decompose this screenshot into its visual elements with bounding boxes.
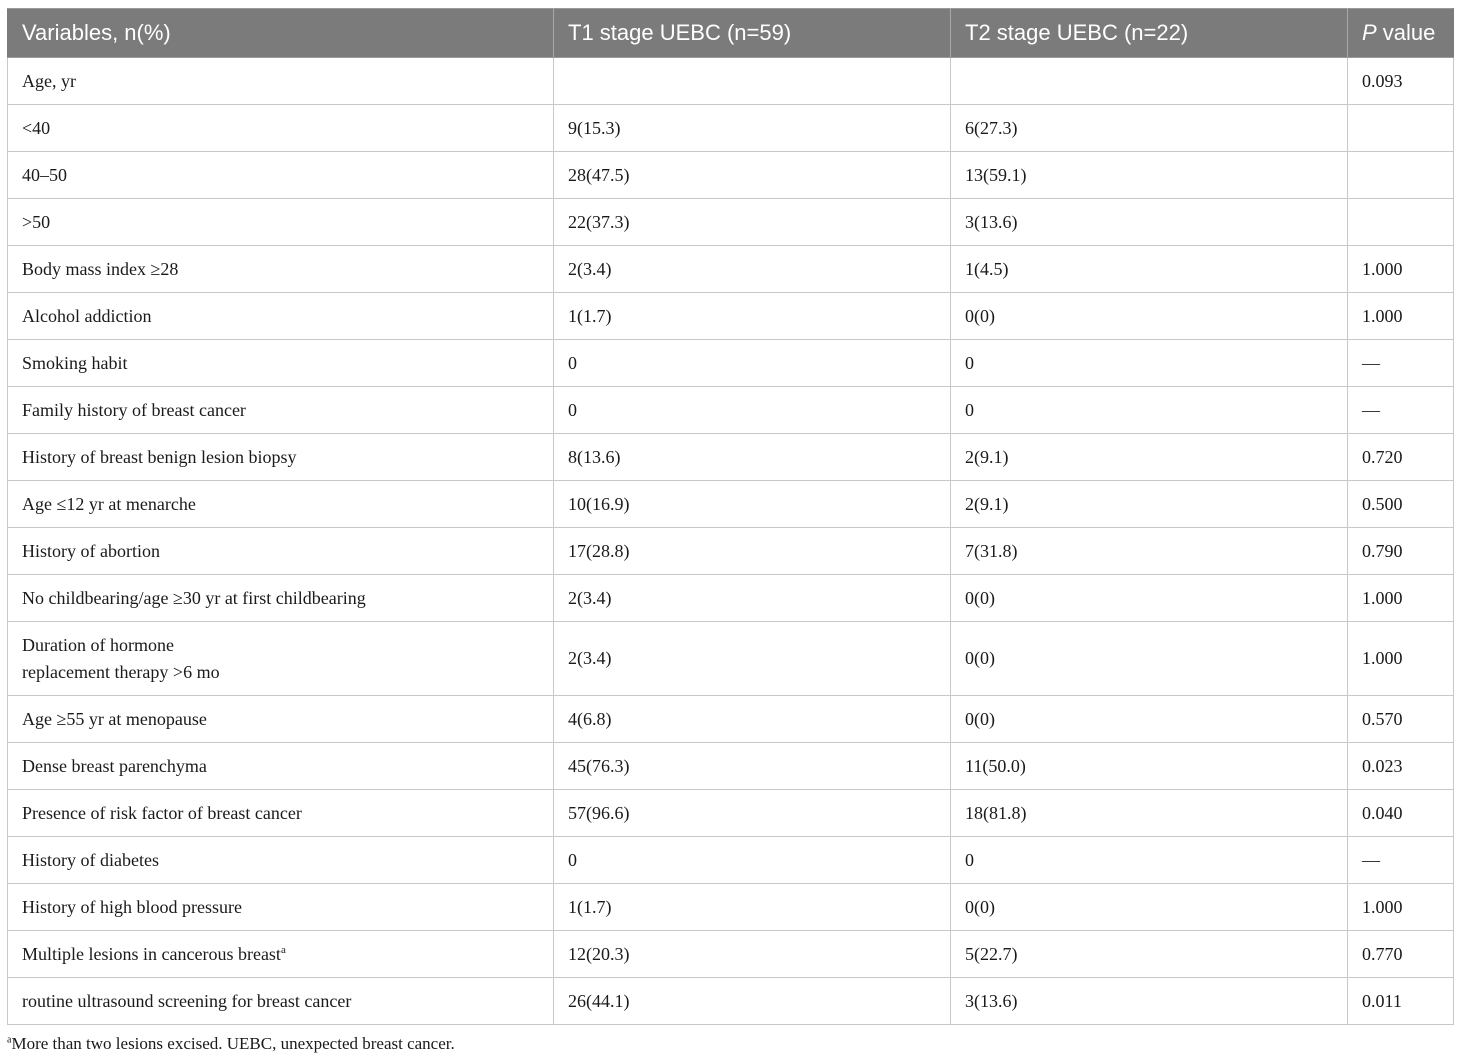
t1-cell: 2(3.4) <box>554 622 951 696</box>
p-value-cell: — <box>1348 837 1454 884</box>
variable-cell: Family history of breast cancer <box>8 387 554 434</box>
t1-cell: 1(1.7) <box>554 884 951 931</box>
t2-cell: 2(9.1) <box>951 481 1348 528</box>
t2-cell: 0 <box>951 340 1348 387</box>
table-row <box>8 481 1454 528</box>
t2-cell: 5(22.7) <box>951 931 1348 978</box>
t1-cell: 22(37.3) <box>554 199 951 246</box>
variable-cell <box>8 931 554 978</box>
variable-cell <box>8 622 554 696</box>
table-row <box>8 931 1454 978</box>
table-row <box>8 105 1454 152</box>
table-row <box>8 696 1454 743</box>
t2-cell: 1(4.5) <box>951 246 1348 293</box>
variable-cell: Presence of risk factor of breast cancer <box>8 790 554 837</box>
table-footnote <box>7 1034 455 1054</box>
table-row <box>8 58 1454 105</box>
p-value-cell: 1.000 <box>1348 622 1454 696</box>
header-t2: T2 stage UEBC (n=22) <box>951 9 1348 58</box>
variable-cell: >50 <box>8 199 554 246</box>
header-row <box>8 9 1454 58</box>
t1-cell: 2(3.4) <box>554 246 951 293</box>
variable-line-1: Duration of hormone <box>22 634 174 655</box>
header-variables: Variables, n(%) <box>8 9 554 58</box>
table-row <box>8 790 1454 837</box>
t2-cell <box>951 58 1348 105</box>
table-header <box>8 9 1454 58</box>
t2-cell: 0(0) <box>951 575 1348 622</box>
t1-cell: 0 <box>554 340 951 387</box>
header-p-italic: P <box>1362 20 1377 45</box>
variable-cell: No childbearing/age ≥30 yr at first childbearing <box>8 575 554 622</box>
table-row <box>8 246 1454 293</box>
t1-cell: 45(76.3) <box>554 743 951 790</box>
table-row <box>8 340 1454 387</box>
table-row <box>8 978 1454 1025</box>
t1-cell: 17(28.8) <box>554 528 951 575</box>
p-value-cell: 1.000 <box>1348 293 1454 340</box>
p-value-cell: 0.500 <box>1348 481 1454 528</box>
variable-cell: History of high blood pressure <box>8 884 554 931</box>
t1-cell: 0 <box>554 837 951 884</box>
variable-cell: History of diabetes <box>8 837 554 884</box>
header-t1: T1 stage UEBC (n=59) <box>554 9 951 58</box>
variable-cell: routine ultrasound screening for breast cancer <box>8 978 554 1025</box>
t2-cell: 0(0) <box>951 696 1348 743</box>
t2-cell: 7(31.8) <box>951 528 1348 575</box>
t2-cell: 0(0) <box>951 884 1348 931</box>
t2-cell: 13(59.1) <box>951 152 1348 199</box>
table-row <box>8 293 1454 340</box>
variable-cell: History of breast benign lesion biopsy <box>8 434 554 481</box>
t2-cell: 3(13.6) <box>951 978 1348 1025</box>
p-value-cell: 1.000 <box>1348 884 1454 931</box>
variable-cell: History of abortion <box>8 528 554 575</box>
t1-cell: 57(96.6) <box>554 790 951 837</box>
results-table <box>7 8 1454 1025</box>
variable-line-2: replacement therapy >6 mo <box>22 661 220 682</box>
p-value-cell: — <box>1348 340 1454 387</box>
t1-cell: 1(1.7) <box>554 293 951 340</box>
t2-cell: 0 <box>951 837 1348 884</box>
variable-cell: Age, yr <box>8 58 554 105</box>
p-value-cell: 0.023 <box>1348 743 1454 790</box>
t2-cell: 2(9.1) <box>951 434 1348 481</box>
table-row <box>8 743 1454 790</box>
p-value-cell <box>1348 152 1454 199</box>
p-value-cell: 0.570 <box>1348 696 1454 743</box>
t1-cell: 4(6.8) <box>554 696 951 743</box>
table-row <box>8 528 1454 575</box>
variable-text: Multiple lesions in cancerous breast <box>22 943 281 964</box>
footnote-text: More than two lesions excised. UEBC, unexpected breast cancer. <box>11 1034 455 1053</box>
variable-cell: Age ≥55 yr at menopause <box>8 696 554 743</box>
p-value-cell: — <box>1348 387 1454 434</box>
t1-cell: 9(15.3) <box>554 105 951 152</box>
p-value-cell <box>1348 199 1454 246</box>
variable-cell: Age ≤12 yr at menarche <box>8 481 554 528</box>
variable-cell: Body mass index ≥28 <box>8 246 554 293</box>
t2-cell: 3(13.6) <box>951 199 1348 246</box>
t1-cell: 2(3.4) <box>554 575 951 622</box>
t2-cell: 6(27.3) <box>951 105 1348 152</box>
t2-cell: 0(0) <box>951 293 1348 340</box>
p-value-cell: 0.011 <box>1348 978 1454 1025</box>
p-value-cell: 0.770 <box>1348 931 1454 978</box>
variable-cell: <40 <box>8 105 554 152</box>
t1-cell: 8(13.6) <box>554 434 951 481</box>
header-p-rest: value <box>1376 20 1436 45</box>
p-value-cell: 1.000 <box>1348 575 1454 622</box>
t1-cell: 12(20.3) <box>554 931 951 978</box>
t2-cell: 18(81.8) <box>951 790 1348 837</box>
t1-cell: 28(47.5) <box>554 152 951 199</box>
footnote-marker: a <box>280 943 286 956</box>
p-value-cell: 0.040 <box>1348 790 1454 837</box>
table-row <box>8 622 1454 696</box>
table-row <box>8 837 1454 884</box>
table-row <box>8 434 1454 481</box>
p-value-cell: 0.790 <box>1348 528 1454 575</box>
t2-cell: 0 <box>951 387 1348 434</box>
t1-cell: 26(44.1) <box>554 978 951 1025</box>
variable-cell: Smoking habit <box>8 340 554 387</box>
t2-cell: 0(0) <box>951 622 1348 696</box>
results-table-container <box>7 8 1453 1025</box>
t1-cell: 0 <box>554 387 951 434</box>
p-value-cell <box>1348 105 1454 152</box>
table-body <box>8 58 1454 1025</box>
variable-cell: Dense breast parenchyma <box>8 743 554 790</box>
p-value-cell: 0.093 <box>1348 58 1454 105</box>
variable-cell: Alcohol addiction <box>8 293 554 340</box>
table-row <box>8 884 1454 931</box>
variable-cell: 40–50 <box>8 152 554 199</box>
table-row <box>8 199 1454 246</box>
table-row <box>8 387 1454 434</box>
footnote-marker: a <box>7 1034 12 1046</box>
p-value-cell: 1.000 <box>1348 246 1454 293</box>
p-value-cell: 0.720 <box>1348 434 1454 481</box>
t1-cell <box>554 58 951 105</box>
table-row <box>8 152 1454 199</box>
table-row <box>8 575 1454 622</box>
header-p-value <box>1348 9 1454 58</box>
t2-cell: 11(50.0) <box>951 743 1348 790</box>
t1-cell: 10(16.9) <box>554 481 951 528</box>
